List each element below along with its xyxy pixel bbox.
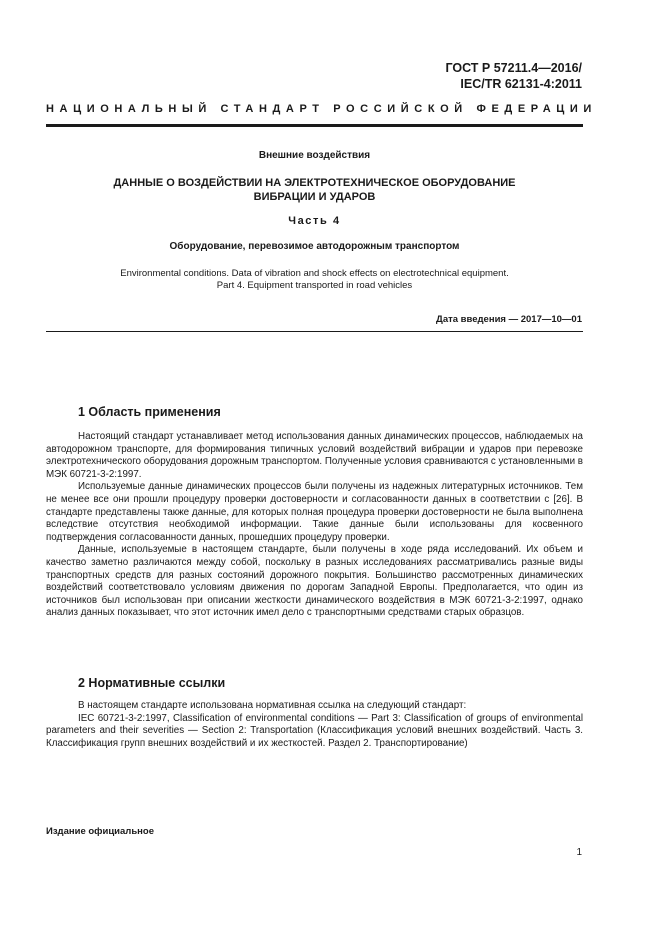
section-body-scope — [46, 431, 583, 620]
official-edition-label: Издание официальное — [46, 826, 154, 837]
document-number — [445, 60, 582, 92]
introduction-date: Дата введения — 2017—10—01 — [436, 314, 582, 325]
main-title-line: ДАННЫЕ О ВОЗДЕЙСТВИИ НА ЭЛЕКТРОТЕХНИЧЕСКОЕ ОБОРУДОВАНИЕ — [113, 177, 516, 189]
part-title: Оборудование, перевозимое автодорожным транспортом — [169, 241, 460, 252]
section-heading-normative-references: 2 Нормативные ссылки — [78, 676, 226, 690]
standard-subtitle: Внешние воздействия — [258, 150, 371, 161]
document-number-russian: ГОСТ Р 57211.4—2016/ — [445, 61, 582, 75]
part-label: Часть 4 — [288, 215, 341, 227]
english-title — [46, 268, 583, 292]
main-title-line: ВИБРАЦИИ И УДАРОВ — [253, 191, 376, 203]
national-standard-title: НАЦИОНАЛЬНЫЙ СТАНДАРТ РОССИЙСКОЙ ФЕДЕРАЦИИ — [46, 103, 597, 115]
section-body-normative-references — [46, 700, 583, 750]
standard-main-title — [46, 176, 583, 204]
document-number-iec: IEC/TR 62131-4:2011 — [460, 77, 582, 91]
section-heading-scope: 1 Область применения — [78, 405, 221, 419]
paragraph: IEC 60721-3-2:1997, Classification of environmental conditions — Part 3: Classification of groups of environmental parameters and their severities — Section 2: Transportation (Классификация условий внешних воздействий. Часть 3. Классификация групп внешних воздействий и их жесткостей. Раздел 2. Транспортирование) — [46, 712, 583, 749]
english-title-line: Part 4. Equipment transported in road vehicles — [216, 280, 413, 291]
header-divider — [46, 124, 583, 127]
english-title-line: Environmental conditions. Data of vibration and shock effects on electrotechnical equipment. — [120, 268, 509, 279]
paragraph: Данные, используемые в настоящем стандарте, были получены в ходе ряда исследований. Их объем и качество заметно различаются между собой, поскольку в разных исследованиях рассматривались разные виды транспортных средств для разных состояний дорожного покрытия. Большинство рассмотренных динамических воздействий соответствовало условиям движения по дорогам Западной Европы. Предполагается, что один из источников был использован при описании жесткости динамического воздействия в МЭК 60721-3-2:1997, однако анализ данных показывает, что этот источник имел дело с транспортными средствами старых образцов. — [46, 544, 583, 619]
paragraph: Используемые данные динамических процессов были получены из надежных литературных источников. Тем не менее все они прошли процедуру проверки достоверности и согласованности данных в соответствии с [26]. В стандарте представлены также данные, для которых полная процедура проверки достоверности не была выполнена вследствие отсутствия необходимой информации. Такие данные были использованы для косвенного подтверждения согласованности данных, прошедших процедуру проверки. — [46, 481, 583, 543]
page-number: 1 — [576, 847, 582, 858]
title-divider — [46, 331, 583, 332]
paragraph: Настоящий стандарт устанавливает метод использования данных динамических процессов, наблюдаемых на автодорожном транспорте, для формирования типичных условий воздействий вибрации и ударов при перевозке электротехнического оборудования дорожным транспортом. Полученные условия сравниваются с установленными в МЭК 60721-3-2:1997. — [46, 431, 584, 480]
paragraph: В настоящем стандарте использована нормативная ссылка на следующий стандарт: — [78, 700, 467, 711]
